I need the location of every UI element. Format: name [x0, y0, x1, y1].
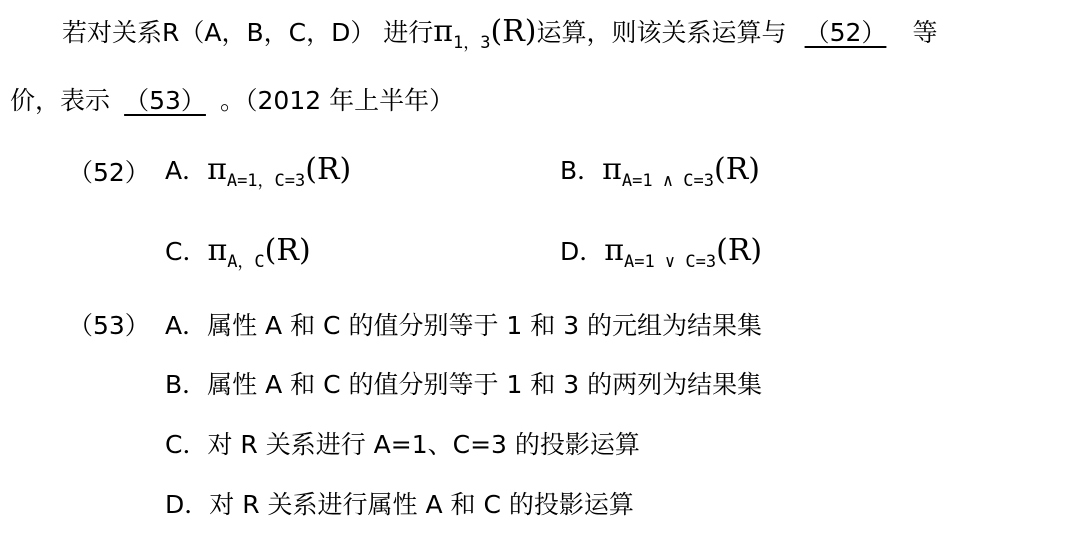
q53-option-a: [165, 313, 762, 338]
option-letter: B．: [560, 156, 603, 185]
blank-52: （52）: [804, 18, 887, 47]
q52-option-d: [560, 233, 763, 272]
option-letter: C．: [165, 430, 208, 459]
projection-symbol: π: [602, 152, 622, 187]
projection-subscript: 1，3: [453, 33, 491, 53]
projection-symbol: π: [604, 233, 624, 268]
q53-option-d: [165, 492, 634, 517]
q53-option-c: [165, 432, 640, 457]
projection-symbol: π: [207, 152, 227, 187]
question-line-2: [10, 88, 454, 113]
q52-option-a: [165, 152, 352, 191]
projection-subscript: A=1 ∨ C=3: [623, 252, 717, 272]
question-text: 等: [912, 18, 938, 47]
question-number-53: （53）: [68, 311, 150, 340]
projection-subscript: A，C: [227, 252, 265, 272]
projection-argument: (R): [490, 14, 537, 49]
projection-subscript: A=1，C=3: [226, 171, 306, 191]
projection-argument: (R): [264, 233, 311, 268]
question-line-1: [62, 14, 938, 53]
q53-option-b: [165, 372, 762, 397]
question-text: 价，表示: [10, 86, 111, 115]
option-letter: D．: [165, 490, 210, 519]
q52-option-c: [165, 233, 311, 272]
q52-option-b: [560, 152, 760, 191]
question-text: 。（2012 年上半年）: [220, 86, 455, 115]
option-letter: A．: [165, 156, 208, 185]
projection-symbol: π: [207, 233, 228, 268]
option-letter: D．: [560, 237, 605, 266]
option-text: 属性 A 和 C 的值分别等于 1 和 3 的元组为结果集: [207, 311, 763, 340]
option-letter: A．: [165, 311, 208, 340]
question-text: 若对关系R（A，B，C，D） 进行: [62, 18, 434, 47]
projection-argument: (R): [716, 233, 763, 268]
question-number-52: （52）: [68, 158, 150, 187]
option-text: 属性 A 和 C 的值分别等于 1 和 3 的两列为结果集: [207, 370, 763, 399]
projection-symbol: π: [433, 14, 453, 49]
projection-argument: (R): [305, 152, 352, 187]
option-letter: C．: [165, 237, 208, 266]
projection-subscript: A=1 ∧ C=3: [621, 171, 714, 191]
question-text: 运算，则该关系运算与: [536, 18, 787, 47]
option-text: 对 R 关系进行 A=1、C=3 的投影运算: [207, 430, 640, 459]
projection-argument: (R): [714, 152, 760, 187]
option-letter: B．: [165, 370, 208, 399]
blank-53: （53）: [124, 86, 206, 115]
option-text: 对 R 关系进行属性 A 和 C 的投影运算: [209, 490, 634, 519]
